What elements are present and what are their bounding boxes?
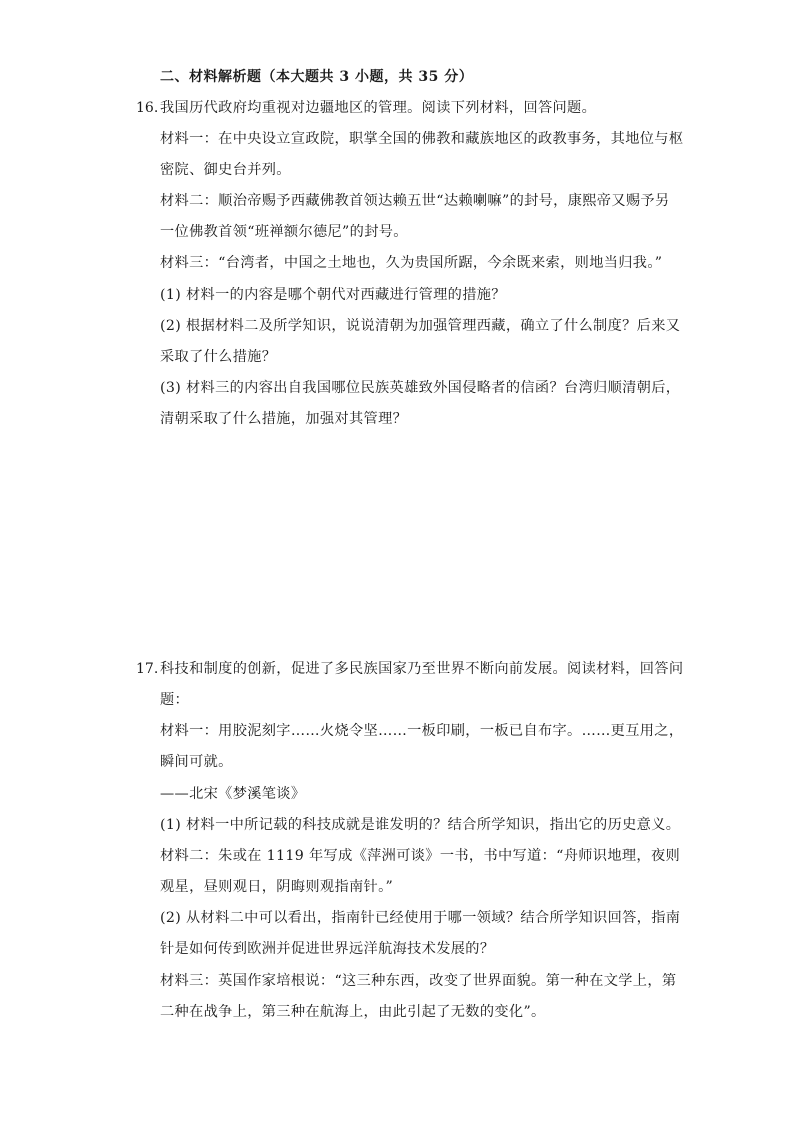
question-stem: 我国历代政府均重视对边疆地区的管理。阅读下列材料，回答问题。 [160,100,597,116]
material-line: 二种在战争上，第三种在航海上，由此引起了无数的变化”。 [160,1004,546,1020]
sub-question: (1) 材料一中所记载的科技成就是谁发明的？结合所学知识，指出它的历史意义。 [160,817,681,833]
sub-question: 清朝采取了什么措施，加强对其管理？ [160,411,408,427]
material-line: 材料三：“台湾者，中国之土地也，久为贵国所踞，今余既来索，则地当归我。” [160,255,663,271]
sub-question: 针是如何传到欧洲并促进世界远洋航海技术发展的？ [160,941,495,957]
material-line: 密院、御史台并列。 [160,162,291,178]
sub-question: (2) 从材料二中可以看出，指南针已经使用于哪一领域？结合所学知识回答，指南 [160,910,681,926]
source-citation: ——北宋《梦溪笔谈》 [160,786,306,802]
question-stem: 题： [160,692,190,708]
material-line: 材料一：在中央设立宣政院，职掌全国的佛教和藏族地区的政教事务，其地位与枢 [160,131,684,147]
question-number: 17. [136,661,159,677]
section-heading: 二、材料解析题（本大题共 3 小题，共 35 分） [160,69,474,85]
sub-question: (3) 材料三的内容出自我国哪位民族英雄致外国侵略者的信函？台湾归顺清朝后， [160,380,681,396]
material-line: 材料三：英国作家培根说：“这三种东西，改变了世界面貌。第一种在文学上，第 [160,973,677,989]
question-number: 16. [136,100,159,116]
sub-question: (2) 根据材料二及所学知识，说说清朝为加强管理西藏，确立了什么制度？后来又 [160,318,681,334]
material-line: 观星，昼则观日，阴晦则观指南针。” [160,879,394,895]
material-line: 材料二：朱或在 1119 年写成《萍洲可谈》一书，书中写道：“舟师识地理，夜则 [160,848,681,864]
material-line: 一位佛教首领“班禅额尔德尼”的封号。 [160,224,408,240]
sub-question: 采取了什么措施？ [160,349,277,365]
material-line: 瞬间可就。 [160,754,233,770]
question-stem: 科技和制度的创新，促进了多民族国家乃至世界不断向前发展。阅读材料，回答问 [160,661,684,677]
material-line: 材料二：顺治帝赐予西藏佛教首领达赖五世“达赖喇嘛”的封号，康熙帝又赐予另 [160,193,670,209]
material-line: 材料一：用胶泥刻字……火烧令坚……一板印刷，一板已自布字。……更互用之， [160,723,684,739]
sub-question: (1) 材料一的内容是哪个朝代对西藏进行管理的措施？ [160,287,506,303]
